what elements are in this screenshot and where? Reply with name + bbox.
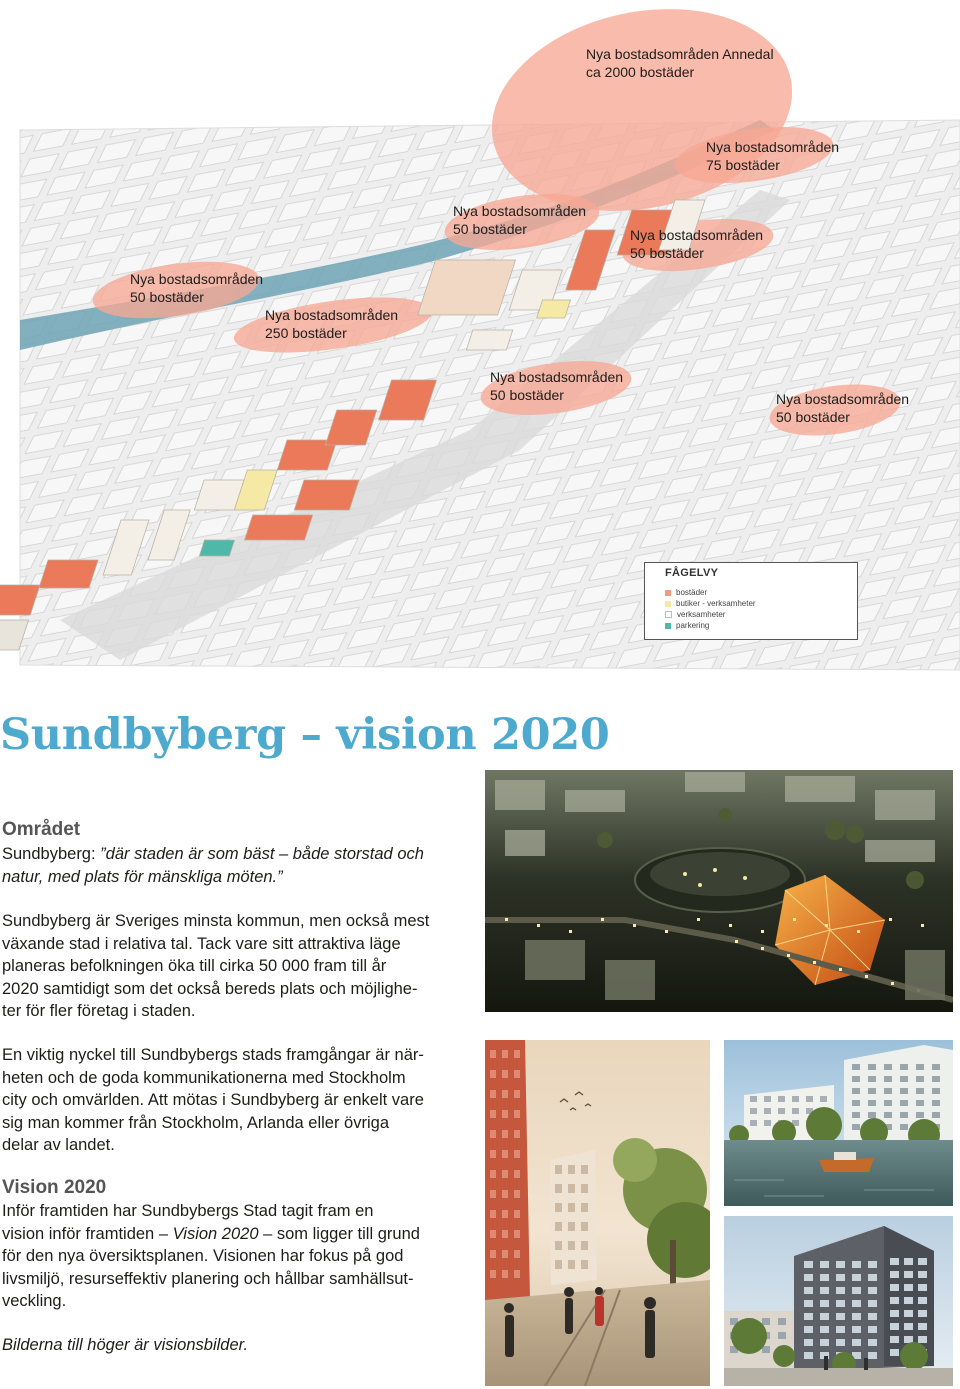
legend-swatch <box>665 601 671 607</box>
window <box>890 1323 899 1330</box>
paragraph-population: Sundbyberg är Sveriges minsta kommun, men också mest växande stad i relativa tal. Tack vare sitt attraktiva läge planeras befolkningen öka till cirka 50 000 fram till år 2020 samtidigt som det också bereds plats och möjlighe- ter för fler företag i staden. <box>2 912 430 1021</box>
legend-swatch <box>665 590 671 596</box>
window <box>555 1165 562 1174</box>
window <box>804 1261 813 1268</box>
window <box>932 1112 940 1118</box>
window <box>918 1284 927 1291</box>
window <box>804 1326 813 1333</box>
window <box>804 1352 813 1359</box>
window <box>764 1108 771 1114</box>
building-block <box>0 585 40 615</box>
window <box>502 1150 508 1158</box>
zone-label-50-d: Nya bostadsområden 50 bostäder <box>490 369 624 403</box>
window <box>820 1274 829 1281</box>
window <box>889 918 892 921</box>
window <box>921 924 924 927</box>
window <box>537 924 540 927</box>
aerial-map <box>0 0 960 680</box>
building-block <box>566 230 615 290</box>
window <box>514 1250 520 1258</box>
window <box>514 1270 520 1278</box>
window <box>555 1203 562 1212</box>
window <box>502 1270 508 1278</box>
window <box>836 1287 845 1294</box>
window <box>836 1300 845 1307</box>
window <box>820 1096 827 1102</box>
zone-label-50-e: Nya bostadsområden 50 bostäder <box>776 391 910 425</box>
window <box>568 1203 575 1212</box>
window <box>865 975 868 978</box>
window <box>904 1258 913 1265</box>
paragraph-communications: En viktig nyckel till Sundbybergs stads framgångar är när- heten och de goda kommunikationerna med Stockholm city och omvärlden. Att mötas i Sundbyberg är enkelt vare sig man kommer från Stockholm, Arlanda eller övriga delar av landet. <box>2 1046 424 1155</box>
window <box>932 1088 940 1094</box>
window <box>555 1260 562 1269</box>
window <box>868 1352 877 1359</box>
window <box>868 1100 876 1106</box>
window <box>568 1260 575 1269</box>
window <box>804 1274 813 1281</box>
window <box>900 1076 908 1082</box>
building-block <box>103 520 149 575</box>
window <box>793 918 796 921</box>
window <box>792 1096 799 1102</box>
window <box>581 1184 588 1193</box>
visualization-night-aerial <box>485 770 953 1012</box>
window <box>568 1165 575 1174</box>
window <box>884 1100 892 1106</box>
window <box>761 947 764 950</box>
zone-label-50-b: Nya bostadsområden 50 bostäder <box>630 227 764 261</box>
window <box>514 1090 520 1098</box>
window <box>884 1076 892 1082</box>
building-block <box>537 300 571 318</box>
window <box>868 1112 876 1118</box>
visualization-waterfront <box>724 1040 953 1206</box>
window <box>900 1088 908 1094</box>
window <box>868 1313 877 1320</box>
window <box>581 1203 588 1212</box>
window <box>514 1130 520 1138</box>
window <box>916 1100 924 1106</box>
window <box>852 1326 861 1333</box>
window <box>778 1318 786 1325</box>
window <box>890 1284 899 1291</box>
window <box>514 1150 520 1158</box>
window <box>852 1274 861 1281</box>
window <box>490 1110 496 1118</box>
window <box>836 1261 845 1268</box>
window <box>836 1339 845 1346</box>
window <box>514 1190 520 1198</box>
window <box>806 1096 813 1102</box>
window <box>916 1076 924 1082</box>
window <box>820 1313 829 1320</box>
window <box>729 924 732 927</box>
window <box>852 1339 861 1346</box>
section-heading-omradet: Området <box>2 819 81 840</box>
window <box>502 1130 508 1138</box>
window <box>852 1088 860 1094</box>
building-block <box>199 540 234 556</box>
window <box>581 1241 588 1250</box>
window <box>555 1184 562 1193</box>
visualization-street <box>485 1040 710 1386</box>
window <box>502 1070 508 1078</box>
page-title: Sundbyberg – vision 2020 <box>0 710 610 760</box>
legend-swatch <box>665 611 672 618</box>
window <box>804 1287 813 1294</box>
window <box>490 1250 496 1258</box>
window <box>868 1287 877 1294</box>
window <box>932 1076 940 1082</box>
window <box>820 1287 829 1294</box>
window <box>890 1297 899 1304</box>
window <box>555 1222 562 1231</box>
window <box>750 1096 757 1102</box>
window <box>581 1260 588 1269</box>
window <box>581 1222 588 1231</box>
window <box>852 1300 861 1307</box>
window <box>490 1130 496 1138</box>
window <box>490 1090 496 1098</box>
section-heading-vision: Vision 2020 <box>2 1177 107 1198</box>
window <box>820 1326 829 1333</box>
window <box>568 1184 575 1193</box>
window <box>900 1124 908 1130</box>
building-block <box>39 560 98 588</box>
window <box>490 1210 496 1218</box>
window <box>514 1070 520 1078</box>
window <box>514 1210 520 1218</box>
window <box>514 1110 520 1118</box>
window <box>904 1310 913 1317</box>
window <box>514 1170 520 1178</box>
window <box>502 1230 508 1238</box>
window <box>916 1064 924 1070</box>
window <box>761 930 764 933</box>
window <box>918 1323 927 1330</box>
window <box>852 1313 861 1320</box>
window <box>868 1339 877 1346</box>
window <box>852 1076 860 1082</box>
building-block <box>379 380 437 420</box>
window <box>918 1271 927 1278</box>
window <box>778 1332 786 1339</box>
window <box>787 954 790 957</box>
window <box>750 1108 757 1114</box>
window <box>697 918 700 921</box>
window <box>852 1124 860 1130</box>
building-block <box>294 480 359 510</box>
window <box>890 1271 899 1278</box>
window <box>762 1318 770 1325</box>
legend-swatch <box>665 623 671 629</box>
window <box>904 1336 913 1343</box>
building-block <box>466 330 512 350</box>
window <box>490 1150 496 1158</box>
window <box>918 1310 927 1317</box>
window <box>502 1170 508 1178</box>
window <box>918 1336 927 1343</box>
window <box>792 1108 799 1114</box>
window <box>490 1190 496 1198</box>
window <box>778 1108 785 1114</box>
window <box>820 1300 829 1307</box>
window <box>568 1241 575 1250</box>
window <box>490 1170 496 1178</box>
window <box>884 1064 892 1070</box>
window <box>918 1297 927 1304</box>
window <box>900 1100 908 1106</box>
window <box>633 924 636 927</box>
window <box>868 1300 877 1307</box>
window <box>502 1250 508 1258</box>
window <box>900 1112 908 1118</box>
window <box>857 930 860 933</box>
window <box>904 1271 913 1278</box>
window <box>490 1050 496 1058</box>
window <box>868 1088 876 1094</box>
legend-item: butiker - verksamheter <box>665 599 756 608</box>
window <box>852 1100 860 1106</box>
window <box>884 1112 892 1118</box>
window <box>839 968 842 971</box>
building-block <box>325 410 376 445</box>
window <box>778 1096 785 1102</box>
map-legend <box>644 562 858 640</box>
intro-quote: Sundbyberg: ”där staden är som bäst – både storstad och natur, med plats för mänskliga möten.” <box>2 845 424 886</box>
window <box>932 1100 940 1106</box>
window <box>502 1110 508 1118</box>
window <box>502 1190 508 1198</box>
window <box>514 1050 520 1058</box>
window <box>820 1339 829 1346</box>
zone-label-annedal: Nya bostadsområden Annedal ca 2000 bostäder <box>586 46 774 80</box>
window <box>890 1310 899 1317</box>
window <box>514 1230 520 1238</box>
window <box>890 1336 899 1343</box>
window <box>868 1326 877 1333</box>
window <box>868 1064 876 1070</box>
window <box>868 1076 876 1082</box>
window <box>900 1064 908 1070</box>
window <box>569 930 572 933</box>
window <box>555 1241 562 1250</box>
window <box>868 1261 877 1268</box>
legend-item: bostäder <box>665 588 707 597</box>
window <box>890 1258 899 1265</box>
window <box>932 1064 940 1070</box>
window <box>836 1313 845 1320</box>
window <box>904 1323 913 1330</box>
building-block <box>418 260 516 315</box>
building-block <box>0 620 29 650</box>
legend-item: verksamheter <box>665 610 725 619</box>
window <box>918 1258 927 1265</box>
window <box>904 1297 913 1304</box>
window <box>764 1096 771 1102</box>
window <box>884 1088 892 1094</box>
window <box>836 1274 845 1281</box>
window <box>804 1339 813 1346</box>
images-note: Bilderna till höger är visionsbilder. <box>2 1336 249 1354</box>
window <box>502 1210 508 1218</box>
building-block <box>234 470 277 510</box>
legend-title: FÅGELVY <box>665 567 719 579</box>
window <box>868 1274 877 1281</box>
zone-label-50-c: Nya bostadsområden 50 bostäder <box>130 271 264 305</box>
window <box>502 1050 508 1058</box>
window <box>764 1120 771 1126</box>
window <box>820 1261 829 1268</box>
visualization-apartment-block <box>724 1216 953 1386</box>
window <box>825 924 828 927</box>
paragraph-vision: Inför framtiden har Sundbybergs Stad tagit fram en vision inför framtiden – Vision 2020 – som ligger till grund för den nya översiktsplanen. Visionen har fokus på god livsmiljö, resurseffektiv planering och hållbar samhällsut- veckling. <box>2 1202 420 1311</box>
window <box>916 1112 924 1118</box>
building-block <box>245 515 313 540</box>
window <box>852 1112 860 1118</box>
window <box>852 1261 861 1268</box>
window <box>852 1287 861 1294</box>
window <box>890 1349 899 1356</box>
window <box>490 1230 496 1238</box>
window <box>891 982 894 985</box>
window <box>505 918 508 921</box>
legend-item: parkering <box>665 621 709 630</box>
window <box>804 1313 813 1320</box>
window <box>490 1070 496 1078</box>
zone-label-75: Nya bostadsområden 75 bostäder <box>706 139 840 173</box>
window <box>904 1284 913 1291</box>
window <box>568 1222 575 1231</box>
window <box>665 930 668 933</box>
window <box>502 1090 508 1098</box>
window <box>916 1088 924 1094</box>
window <box>581 1165 588 1174</box>
window <box>804 1300 813 1307</box>
window <box>490 1270 496 1278</box>
window <box>735 940 738 943</box>
window <box>813 961 816 964</box>
window <box>836 1326 845 1333</box>
window <box>852 1064 860 1070</box>
building-block <box>148 510 190 560</box>
zone-label-250: Nya bostadsområden 250 bostäder <box>265 307 399 341</box>
window <box>601 918 604 921</box>
zone-label-50-a: Nya bostadsområden 50 bostäder <box>453 203 587 237</box>
window <box>750 1120 757 1126</box>
